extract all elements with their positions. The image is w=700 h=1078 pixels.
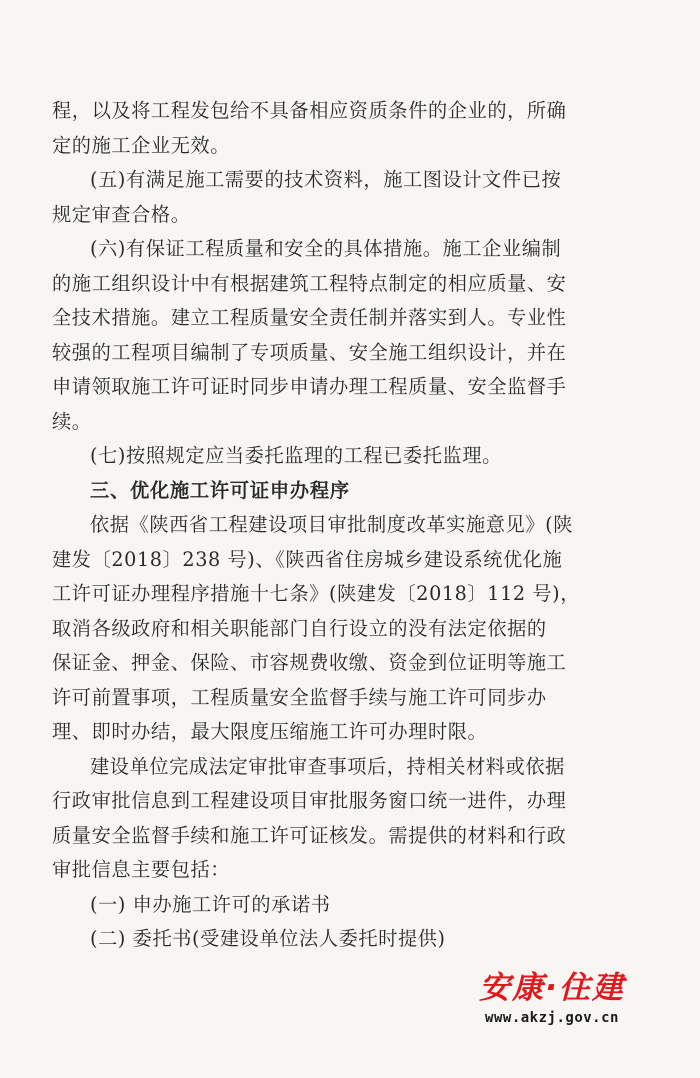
- document-body: [52, 94, 662, 957]
- text-line: 建设单位完成法定审批审查事项后，持相关材料或依据: [90, 754, 565, 778]
- text-line: 行政审批信息到工程建设项目审批服务窗口统一进件，办理: [52, 789, 567, 812]
- text-line: (二) 委托书(受建设单位法人委托时提供): [90, 927, 446, 950]
- text-line: 质量安全监督手续和施工许可证核发。需提供的材料和行政: [52, 823, 567, 847]
- watermark-logo: 安康·住建: [479, 970, 625, 1006]
- text-line: (七)按照规定应当委托监理的工程已委托监理。: [90, 444, 502, 467]
- text-line: 审批信息主要包括：: [52, 858, 231, 881]
- text-line: 申请领取施工许可证时同步申请办理工程质量、安全监督手: [52, 375, 567, 398]
- text-line: (一) 申办施工许可的承诺书: [90, 892, 331, 916]
- text-line: 许可前置事项，工程质量安全监督手续与施工许可同步办: [52, 685, 547, 709]
- text-line: 保证金、押金、保险、市容规费收缴、资金到位证明等施工: [52, 651, 567, 674]
- text-line: 定的施工企业无效。: [52, 133, 231, 157]
- text-line: 取消各级政府和相关职能部门自行设立的没有法定依据的: [52, 616, 547, 640]
- text-line: 工许可证办理程序措施十七条》(陕建发〔2018〕112 号)，: [52, 582, 581, 605]
- site-watermark: [452, 970, 652, 1028]
- text-line: 理、即时办结，最大限度压缩施工许可办理时限。: [52, 720, 488, 743]
- text-line: 较强的工程项目编制了专项质量、安全施工组织设计，并在: [52, 340, 567, 364]
- text-line: 程，以及将工程发包给不具备相应资质条件的企业的，所确: [52, 99, 567, 122]
- section-heading: 三、优化施工许可证申办程序: [90, 478, 350, 502]
- text-line: 建发〔2018〕238 号)、《陕西省住房城乡建设系统优化施: [52, 547, 563, 571]
- text-line: 依据《陕西省工程建设项目审批制度改革实施意见》(陕: [90, 513, 573, 536]
- text-line: (六)有保证工程质量和安全的具体措施。施工企业编制: [90, 237, 562, 260]
- text-line: 规定审查合格。: [52, 202, 191, 226]
- text-line: 续。: [52, 409, 92, 433]
- watermark-url: www.akzj.gov.cn: [485, 1010, 619, 1026]
- text-line: 的施工组织设计中有根据建筑工程特点制定的相应质量、安: [52, 271, 567, 295]
- text-line: 全技术措施。建立工程质量安全责任制并落实到人。专业性: [52, 306, 567, 329]
- text-line: (五)有满足施工需要的技术资料，施工图设计文件已按: [90, 168, 562, 191]
